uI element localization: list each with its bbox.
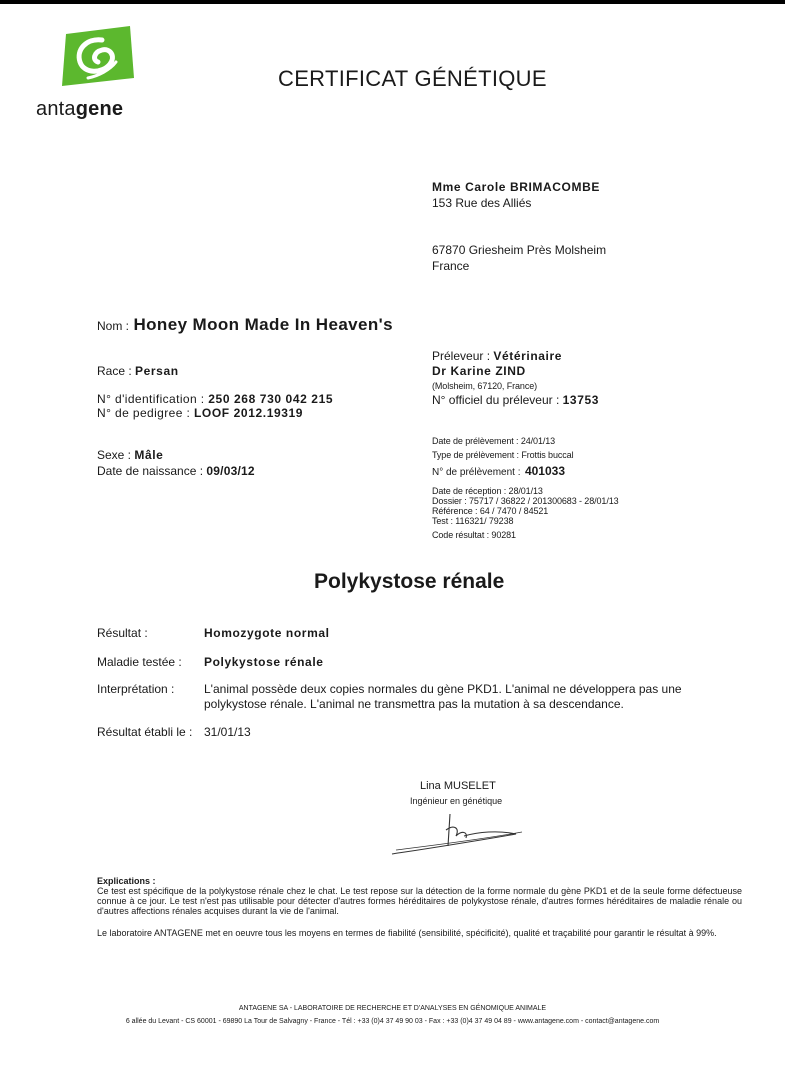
explanations-heading: Explications : bbox=[97, 876, 156, 886]
dossier-number: Dossier : 75717 / 36822 / 201300683 - 28/01/13 bbox=[432, 496, 619, 506]
animal-name-row bbox=[97, 315, 393, 335]
recipient-name: Mme Carole BRIMACOMBE bbox=[432, 180, 600, 194]
signatory-name: Lina MUSELET bbox=[420, 780, 496, 792]
result-value: Homozygote normal bbox=[204, 626, 330, 640]
identification-label: N° d'identification : bbox=[97, 392, 205, 406]
sampler-location: (Molsheim, 67120, France) bbox=[432, 381, 538, 391]
reference-number: Référence : 64 / 7470 / 84521 bbox=[432, 506, 549, 516]
birthdate-row bbox=[97, 464, 255, 478]
document-title: CERTIFICAT GÉNÉTIQUE bbox=[278, 66, 547, 91]
disease-value: Polykystose rénale bbox=[204, 655, 324, 669]
sample-number-row bbox=[432, 462, 565, 480]
sample-date: Date de prélèvement : 24/01/13 bbox=[432, 436, 556, 446]
established-label: Résultat établi le : bbox=[97, 725, 193, 739]
sampler-name: Dr Karine ZIND bbox=[432, 364, 526, 378]
sampler-official-value: 13753 bbox=[562, 393, 600, 407]
reception-date: Date de réception : 28/01/13 bbox=[432, 486, 543, 496]
pedigree-label: N° de pedigree : bbox=[97, 406, 191, 420]
explanations-paragraph-2: Le laboratoire ANTAGENE met en oeuvre tous les moyens en termes de fiabilité (sensibilité, spécificité), qualité et traçabilité pour garantir le résultat à 99%. bbox=[97, 928, 717, 938]
sex-value: Mâle bbox=[134, 448, 164, 462]
footer-address: 6 allée du Levant - CS 60001 - 69890 La Tour de Salvagny - France - Tél : +33 (0)4 37 49 90 03 - Fax : +33 (0)4 37 49 04 89 - www.antagene.com - contact@antagene.com bbox=[125, 1018, 660, 1025]
race-label: Race : bbox=[97, 364, 132, 378]
sampler-value: Vétérinaire bbox=[493, 349, 563, 363]
sample-type: Type de prélèvement : Frottis buccal bbox=[432, 450, 574, 460]
disease-label: Maladie testée : bbox=[97, 655, 182, 669]
scan-top-edge bbox=[0, 0, 785, 4]
handwritten-signature bbox=[388, 810, 528, 860]
interpretation-line-2: polykystose rénale. L'animal ne transmettra pas la mutation à sa descendance. bbox=[204, 697, 624, 711]
sample-number-label: N° de prélèvement : bbox=[432, 467, 521, 478]
sampler-row bbox=[432, 349, 562, 363]
sex-label: Sexe : bbox=[97, 448, 132, 462]
birthdate-value: 09/03/12 bbox=[206, 464, 255, 478]
sampler-official-label: N° officiel du préleveur : bbox=[432, 393, 560, 407]
recipient-street: 153 Rue des Alliés bbox=[432, 196, 532, 210]
sample-number-value: 401033 bbox=[524, 464, 565, 478]
signatory-role: Ingénieur en génétique bbox=[410, 796, 503, 806]
sex-row bbox=[97, 448, 163, 462]
sampler-label: Préleveur : bbox=[432, 349, 491, 363]
recipient-city: 67870 Griesheim Près Molsheim bbox=[432, 243, 607, 257]
animal-name-value: Honey Moon Made In Heaven's bbox=[133, 315, 393, 334]
established-value: 31/01/13 bbox=[204, 725, 251, 739]
interpretation-label: Interprétation : bbox=[97, 682, 175, 696]
sampler-official-row bbox=[432, 393, 599, 407]
result-code: Code résultat : 90281 bbox=[432, 530, 516, 540]
identification-value: 250 268 730 042 215 bbox=[208, 392, 334, 406]
analysis-title: Polykystose rénale bbox=[314, 570, 505, 593]
animal-name-label: Nom : bbox=[97, 319, 130, 333]
birthdate-label: Date de naissance : bbox=[97, 464, 204, 478]
test-number: Test : 116321/ 79238 bbox=[432, 516, 514, 526]
antagene-wordmark: antagene bbox=[36, 98, 124, 120]
race-value: Persan bbox=[135, 364, 179, 378]
recipient-country: France bbox=[432, 259, 470, 273]
footer-company: ANTAGENE SA - LABORATOIRE DE RECHERCHE ET D'ANALYSES EN GÉNOMIQUE ANIMALE bbox=[238, 1005, 547, 1012]
antagene-logo-icon bbox=[58, 26, 138, 88]
explanations-paragraph-1: Ce test est spécifique de la polykystose rénale chez le chat. Le test repose sur la détection de la forme normale du gène PKD1 et de la seule forme défectueuse connue à ce jour. Le test n'est pas utilisable pour détecter d'autres formes héréditaires de polykystose rénale, d'autres formes héréditaires de maladie rénale ou d'autres affections rénales acquises durant la vie de l'animal. bbox=[97, 886, 742, 916]
pedigree-value: LOOF 2012.19319 bbox=[194, 406, 304, 420]
identification-row bbox=[97, 392, 333, 406]
result-label: Résultat : bbox=[97, 626, 148, 640]
race-row bbox=[97, 364, 179, 378]
pedigree-row bbox=[97, 406, 303, 420]
interpretation-line-1: L'animal possède deux copies normales du gène PKD1. L'animal ne développera pas une bbox=[204, 682, 682, 696]
